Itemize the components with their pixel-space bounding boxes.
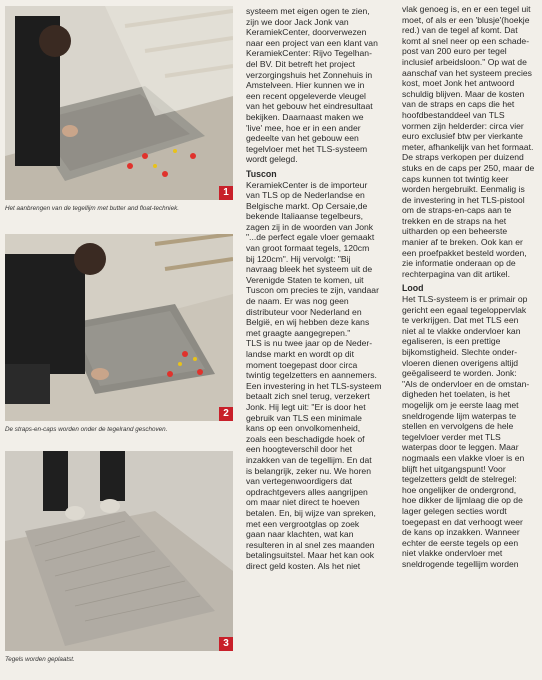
text-line: moet, of als er een 'blusje'(hoekje [402,14,530,25]
text-line: om maar niet direct te hoeven [246,497,360,508]
text-line: bekijken. Daarnaast maken we [246,111,364,122]
text-line: stuks en de caps per 250, maar de [402,162,535,173]
text-line: vormen zijn helderder: circa vier [402,120,524,131]
text-line: egaliseren, is een prettige [402,336,501,347]
text-line: distributeur voor Nederland en [246,306,362,317]
text-line: vlak genoeg is, en er een tegel uit [402,4,531,14]
text-line: met graagte aangegrepen." [246,327,351,338]
text-line: Jonk. Hij legt uit: "Er is door het [246,401,366,412]
section-heading: Lood [402,283,424,294]
text-line: resulteren in al snel zes maanden [246,539,375,550]
text-line: twintig tegelzetters en aannemers. [246,370,377,381]
text-line: bekende Italiaanse tegelbeurs, [246,211,364,222]
text-line: De straps verkopen per duizend [402,152,524,163]
text-line: vloeren dienen overigens altijd [402,357,519,368]
text-line: meter, afhankelijk van het formaat. [402,141,534,152]
text-line: moment toegepast door circa [246,359,358,370]
text-line: 'live' mee, hoe er in een ander [246,122,361,133]
text-line: gericht een egaal tegeloppervlak [402,304,527,315]
text-line: del BV. Dit betreft het project [246,58,356,69]
text-line: gedeelte van het gebouw een [246,133,359,144]
text-line: landse markt en wordt op dit [246,349,354,359]
text-line: blijft het uitgangspunt! Voor [402,463,506,474]
text-line: KeramiekCenter, doorverwezen [246,27,367,38]
text-line: aanschaf van het systeem precies [402,67,532,78]
text-line: zijn we door Jack Jonk van [246,16,349,27]
text-line: manier af te breken. Ook kan er [402,237,523,248]
figure-caption: Tegels worden geplaatst. [5,656,75,663]
figure-number-badge: 3 [219,637,233,651]
figure-number-badge: 1 [219,186,233,200]
text-line: gaan naar klachten, wat kan [246,529,354,540]
photo-3 [5,451,233,651]
text-line: van het gebouw het eindresultaat [246,101,373,112]
text-line: euro exclusief btw per vierkante [402,131,523,142]
text-line: sneldrogende lijm waterpas te [402,410,517,421]
text-line: zagen zij in de woorden van Jonk [246,221,374,232]
text-line: bijkomstigheid. Slechte onder- [402,347,518,357]
text-line: "...de perfect egale vloer gemaakt [246,232,375,243]
text-line: post van 200 euro per tegel [402,46,507,57]
text-line: met een vergrootglas op zoek [246,518,360,529]
text-line: bij 120cm". Hij vervolgt: "Bij [246,253,351,264]
paragraph [402,294,540,569]
text-line: navraag bleek het systeem uit de [246,264,373,275]
tiling-photo-2 [5,234,233,421]
article-column-right [402,4,540,569]
text-line: waterpas door te leggen. Maar [402,442,519,453]
text-line: van de straps en caps die het [402,99,515,110]
text-line: tegelvloer met het TLS-systeem [246,143,368,154]
text-line: opdrachtgevers alles aangrijpen [246,486,368,497]
text-line: gebruik van TLS een minimale [246,412,362,423]
figure-number-badge: 2 [219,407,233,421]
article-column-middle [246,6,396,571]
text-line: rechterpagina van dit artikel. [402,268,510,279]
text-line: direct geld kosten. Als het niet [246,560,361,571]
paragraph [402,4,540,279]
text-line: hoe dikker de lijmlaag die op de [402,495,523,506]
text-line: Amstelveen. Hier kunnen we in [246,80,365,91]
text-line: een proefpakket besteld worden, [402,247,527,258]
text-line: sneldrogende tegellijm worden [402,558,519,569]
photo-2 [5,234,233,421]
text-line: worden hergebruikt. Eenmalig is [402,184,525,195]
text-line: caps kunnen tot twintig keer [402,173,509,184]
text-line: schuldig blijven. Maar de kosten [402,88,525,99]
text-line: TLS is nu twee jaar op de Neder- [246,338,373,349]
text-line: wordt gelegd. [246,154,298,165]
text-line: uitharden op een beheerste [402,226,508,237]
figure-caption: De straps-en-caps worden onder de tegelrand geschoven. [5,426,168,433]
text-line: van vertegenwoordigers dat [246,476,353,487]
text-line: van TLS op de Nederlandse en [246,190,365,201]
text-line: "Als de ondervloer en de omstan- [402,378,530,389]
text-line: digheden het toelaten, is het [402,389,510,400]
text-line: toegepast en dat verhoogt weer [402,516,523,527]
text-line: komt al snel neer op een schade- [402,35,530,46]
text-line: inclusief arbeidsloon." Op wat de [402,56,527,67]
text-line: zie informatie onderaan op de [402,258,516,269]
text-line: lager gelegen secties wordt [402,505,507,516]
text-line: Tuscon om precies te zijn, vandaar [246,285,379,296]
text-line: trekken en de straps na het [402,215,507,226]
text-line: te verkrijgen. Dat met TLS een [402,315,519,326]
text-line: KeramiekCenter is de importeur [246,179,368,190]
paragraph [246,6,396,165]
text-line: een recent opgeleverde vleugel [246,90,366,101]
text-line: stellen en vervolgens de hele [402,421,514,432]
text-line: KeramiekCenter: Rijvo Tegelhan- [246,48,372,59]
text-line: verzorgingshuis het Zonnehuis in [246,69,373,80]
text-line: echter de eerste tegels op een [402,537,519,548]
text-line: tegelzetters geldt de stelregel: [402,474,517,485]
text-line: de naam. Er was nog geen [246,296,349,307]
text-line: mogelijk om je eerste laag met [402,399,519,410]
text-line: Belgische markt. Op Cersaie,de [246,200,368,211]
text-line: betalen. En, bij wijze van spreken, [246,507,376,518]
text-line: om de straps-en-caps aan te [402,205,512,216]
text-line: niet al te vlakke ondervloer kan [402,325,521,336]
text-line: is belangrijk, zeker nu. We horen [246,465,371,476]
photo-1 [5,6,233,200]
text-line: naar een project van een klant van [246,37,378,48]
text-line: inzakken van de tegellijm. En dat [246,454,372,465]
text-line: systeem met eigen ogen te zien, [246,6,370,16]
figure-caption: Het aanbrengen van de tegellijm met butter and float-techniek. [5,205,179,212]
text-line: Het TLS-systeem is er primair op [402,294,528,305]
text-line: zoals een beschadigde hoek of [246,433,365,444]
text-line: een hoogteverschil door het [246,444,353,455]
paragraph [246,180,396,572]
text-line: red.) van de tegel af komt. Dat [402,25,518,36]
text-line: de investering in het TLS-pistool [402,194,525,205]
text-line: betaalt zich snel terug, verzekert [246,391,370,402]
text-line: kost, moet Jonk het antwoord [402,78,515,89]
text-line: geëgaliseerd te worden. Jonk: [402,368,517,379]
text-line: België, en wij hebben deze kans [246,317,370,328]
tiling-photo-3 [5,451,233,651]
text-line: hoe ongelijker de ondergrond, [402,484,517,495]
section-heading: Tuscon [246,168,277,179]
text-line: nogmaals een vlakke vloer is en [402,452,525,463]
text-line: niet vlakke ondervloer met [402,548,503,559]
text-line: tegelvloer verder met TLS [402,431,501,442]
text-line: de kans op inzakken. Wanneer [402,527,520,538]
text-line: van groot formaat tegels, 120cm [246,243,370,254]
tiling-photo-1 [5,6,233,200]
text-line: Verenigde Staten te komen, uit [246,274,364,285]
text-line: kans op een onvolkomenheid, [246,423,361,434]
text-line: betalingsuitstel. Maar het kan ook [246,550,375,561]
text-line: hoofdbestanddeel van TLS [402,109,505,120]
text-line: Een investering in het TLS-systeem [246,380,382,391]
